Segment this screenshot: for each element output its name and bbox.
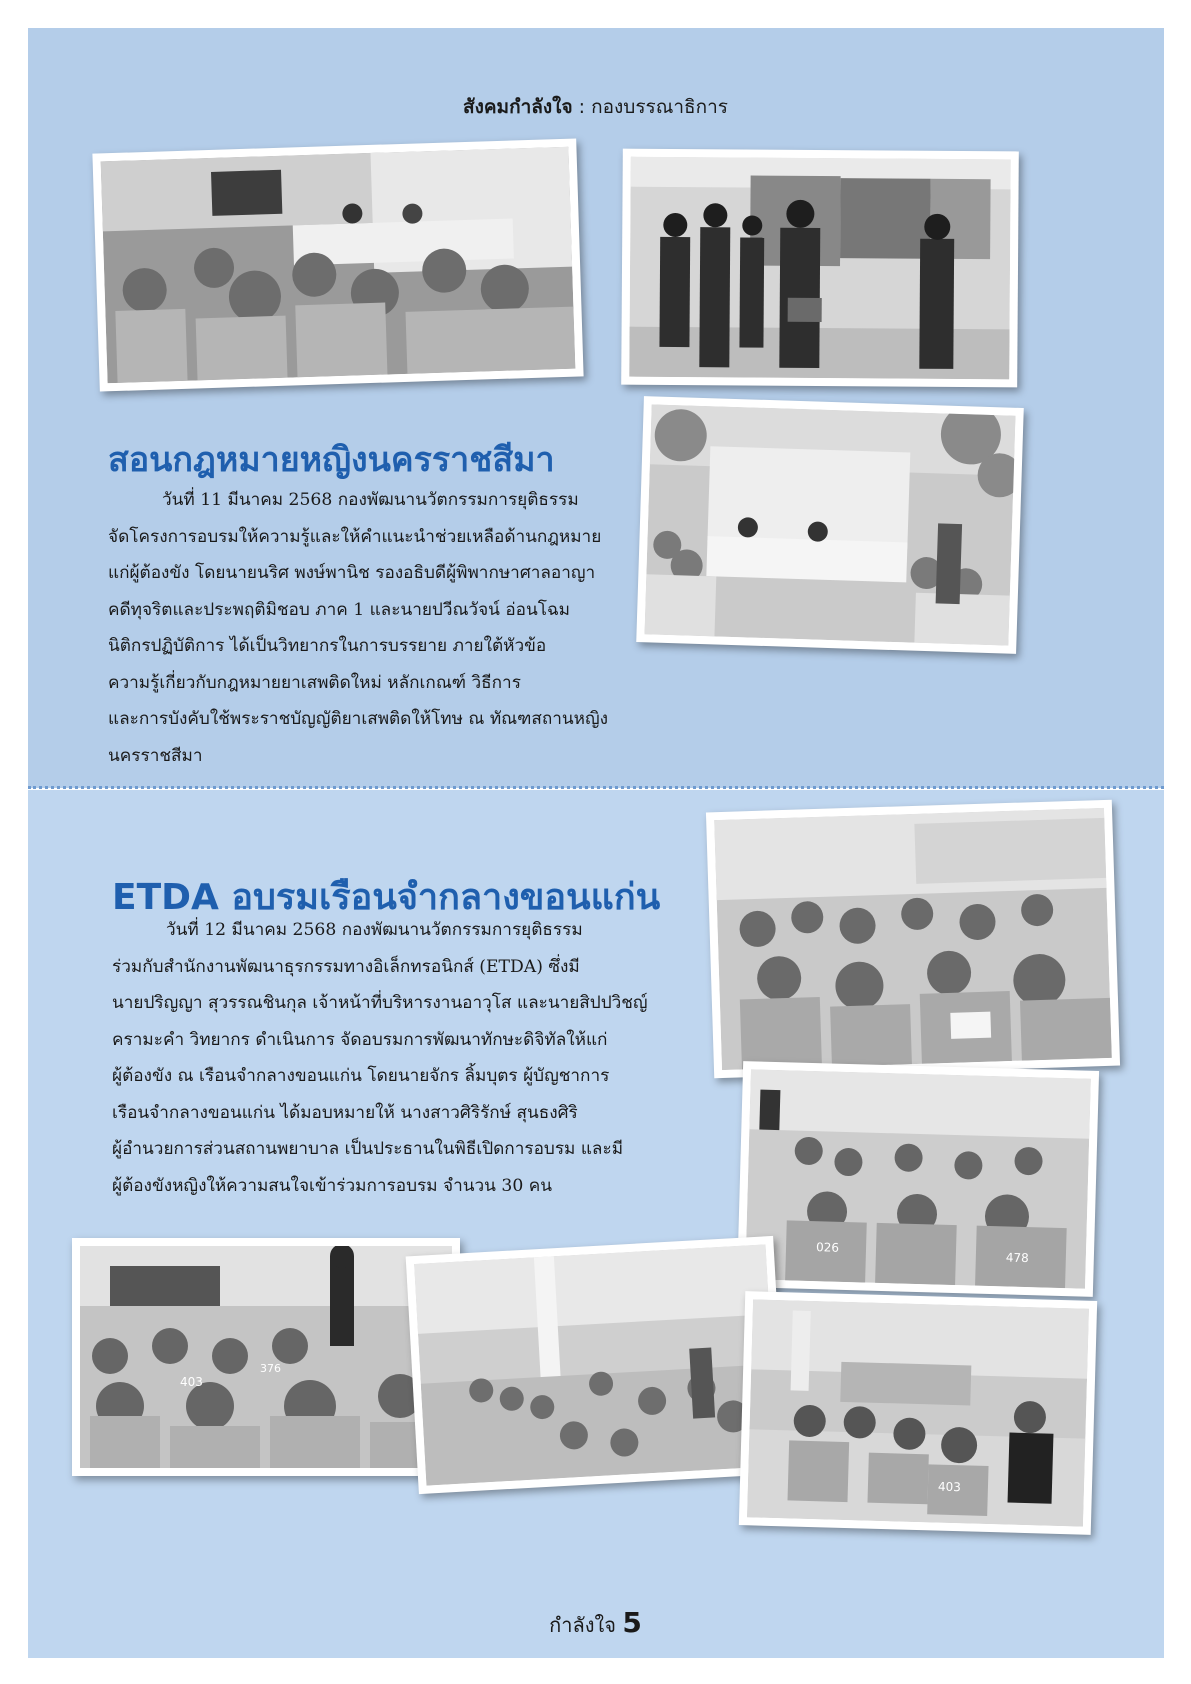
article2-line: ผู้อำนวยการส่วนสถานพยาบาล เป็นประธานในพิธีเปิดการอบรม และมี [112,1139,624,1159]
article1-line: แก่ผู้ต้องขัง โดยนายนริศ พงษ์พานิช รองอธิบดีผู้พิพากษาศาลอาญา [108,563,596,583]
article2-line: ผู้ต้องขังหญิงให้ความสนใจเข้าร่วมการอบรม จำนวน 30 คน [112,1175,552,1196]
shirt-number: 026 [815,1240,840,1255]
shirt-number: 376 [260,1362,281,1375]
shirt-number: 403 [180,1375,203,1389]
article2-line: ผู้ต้องขัง ณ เรือนจำกลางขอนแก่น โดยนายจักร ลิ้มบุตร ผู้บัญชาการ [112,1066,610,1086]
article1-line: วันที่ 11 มีนาคม 2568 กองพัฒนานวัตกรรมการยุติธรรม [162,490,579,510]
photo-lecture-hall [92,138,583,391]
article2-line: วันที่ 12 มีนาคม 2568 กองพัฒนานวัตกรรมการยุติธรรม [166,920,583,940]
article1-body [108,482,608,774]
column-header [0,92,1191,122]
photo-training-room-2 [737,1061,1099,1297]
page-number: 5 [622,1606,642,1639]
article2-line: ครามะคำ วิทยากร ดำเนินการ จัดอบรมการพัฒนาทักษะดิจิทัลให้แก่ [112,1029,608,1050]
photo-group-activity [406,1236,787,1494]
article1-line: และการบังคับใช้พระราชบัญญัติยาเสพติดให้โทษ ณ ทัณฑสถานหญิง [108,709,609,729]
article2-body [112,912,648,1204]
footer-magazine-name: กำลังใจ [549,1613,616,1637]
article2-line: ร่วมกับสำนักงานพัฒนาธุรกรรมทางอิเล็กทรอนิกส์ (ETDA) ซึ่งมี [112,956,580,977]
photo-small-group [739,1291,1097,1535]
article1-line: นครราชสีมา [108,745,203,766]
photo-officers-salute [621,149,1019,388]
photo-training-room-1 [706,800,1120,1079]
article2-title: ETDA อบรมเรือนจำกลางขอนแก่น [112,877,661,918]
article2-line: เรือนจำกลางขอนแก่น ได้มอบหมายให้ นางสาวศิริรักษ์ สุนธงศิริ [112,1102,578,1123]
article1-line: จัดโครงการอบรมให้ความรู้และให้คำแนะนำช่วยเหลือด้านกฎหมาย [108,526,602,547]
page-footer [0,1606,1191,1641]
photo-lecturer-speaking [72,1238,460,1476]
article1-title: สอนกฎหมายหญิงนครราชสีมา [108,440,555,480]
column-name: สังคมกำลังใจ [462,96,573,118]
shirt-number: 403 [937,1479,962,1495]
photo-seminar-stage [636,396,1024,654]
header-separator: : [572,96,592,118]
article1-line: คดีทุจริตและประพฤติมิชอบ ภาค 1 และนายปวีณวัจน์ อ่อนโฉม [108,599,571,620]
article1-line: นิติกรปฏิบัติการ ได้เป็นวิทยากรในการบรรยาย ภายใต้หัวข้อ [108,636,547,656]
dotted-divider [28,786,1164,789]
column-author: กองบรรณาธิการ [591,96,729,118]
article2-line: นายปริญญา สุวรรณชินกุล เจ้าหน้าที่บริหารงานอาวุโส และนายสิปปวิชญ์ [112,993,648,1013]
shirt-number: 478 [1005,1250,1029,1266]
article1-line: ความรู้เกี่ยวกับกฎหมายยาเสพติดใหม่ หลักเกณฑ์ วิธีการ [108,672,521,693]
